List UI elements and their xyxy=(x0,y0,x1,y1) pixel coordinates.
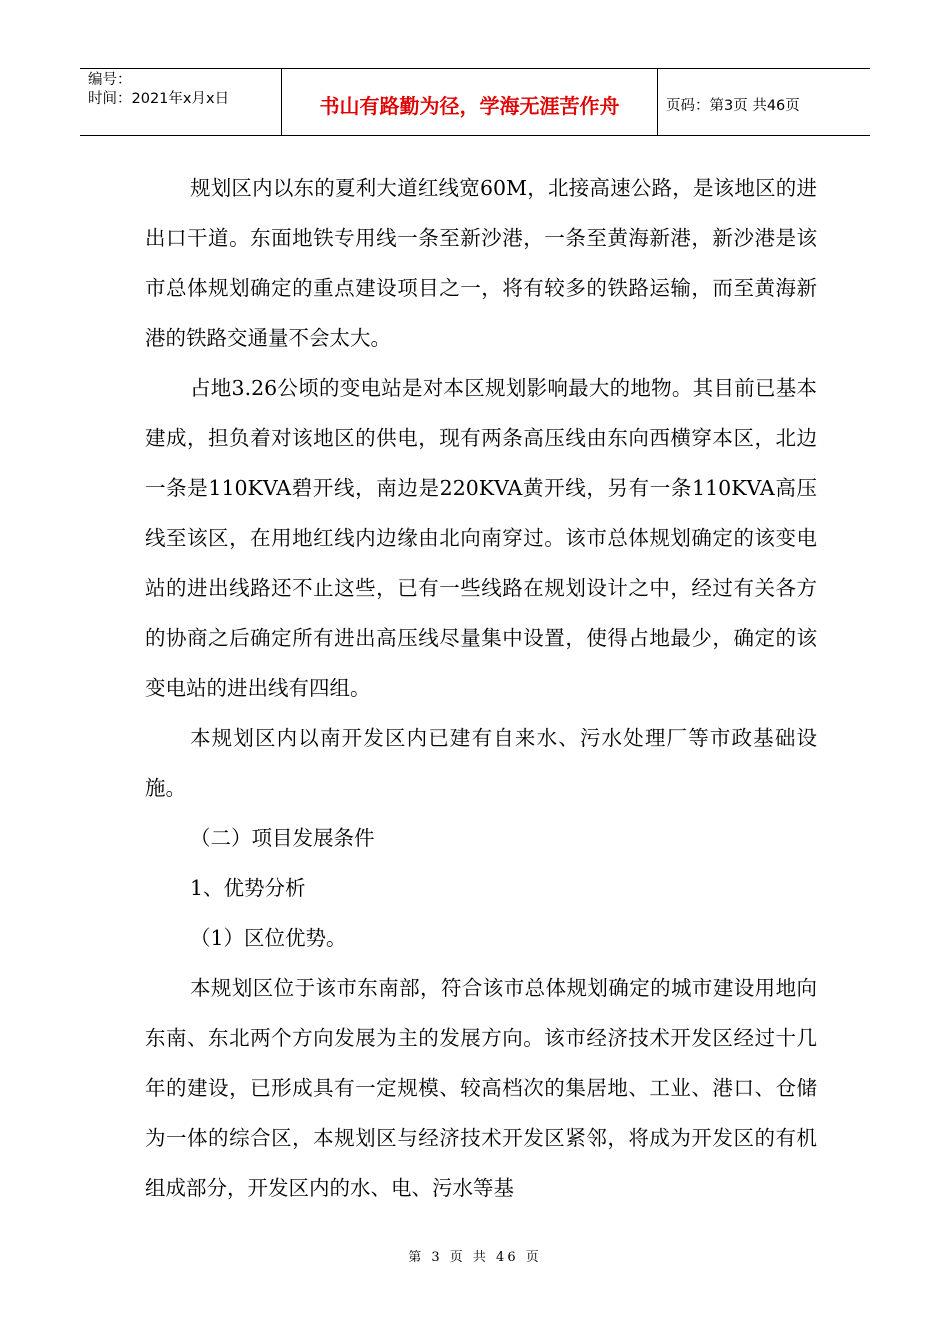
header-motto: 书山有路勤为径，学海无涯苦作舟 xyxy=(282,69,658,135)
header-page-info: 页码：第3页 共46页 xyxy=(666,97,800,114)
subsection-heading: （1）区位优势。 xyxy=(190,926,347,950)
document-header xyxy=(80,68,870,136)
document-body xyxy=(145,163,817,1213)
document-number-label: 编号： xyxy=(88,72,132,88)
subsection-heading: 1、优势分析 xyxy=(190,876,306,900)
paragraph: 本规划区内以南开发区内已建有自来水、污水处理厂等市政基础设施。 xyxy=(145,726,817,800)
paragraph: 规划区内以东的夏利大道红线宽60M，北接高速公路，是该地区的进出口干道。东面地铁专用线一条至新沙港，一条至黄海新港，新沙港是该市总体规划确定的重点建设项目之一，将有较多的铁路运输，而至黄海新港的铁路交通量不会太大。 xyxy=(145,176,817,350)
document-date: 时间：2021年x月x日 xyxy=(88,91,230,107)
paragraph: 本规划区位于该市东南部，符合该市总体规划确定的城市建设用地向东南、东北两个方向发展为主的发展方向。该市经济技术开发区经过十几年的建设，已形成具有一定规模、较高档次的集居地、工业、港口、仓储为一体的综合区，本规划区与经济技术开发区紧邻，将成为开发区的有机组成部分，开发区内的水、电、污水等基 xyxy=(145,976,817,1200)
paragraph: 占地3.26公顷的变电站是对本区规划影响最大的地物。其目前已基本建成，担负着对该地区的供电，现有两条高压线由东向西横穿本区，北边一条是110KVA碧开线，南边是220KVA黄开线，另有一条110KVA高压线至该区，在用地红线内边缘由北向南穿过。该市总体规划确定的该变电站的进出线路还不止这些，已有一些线路在规划设计之中，经过有关各方的协商之后确定所有进出高压线尽量集中设置，使得占地最少，确定的该变电站的进出线有四组。 xyxy=(145,376,817,700)
page-footer: 第 3 页 共 46 页 xyxy=(408,1250,542,1265)
section-heading: （二）项目发展条件 xyxy=(190,826,375,850)
header-meta xyxy=(80,69,282,135)
